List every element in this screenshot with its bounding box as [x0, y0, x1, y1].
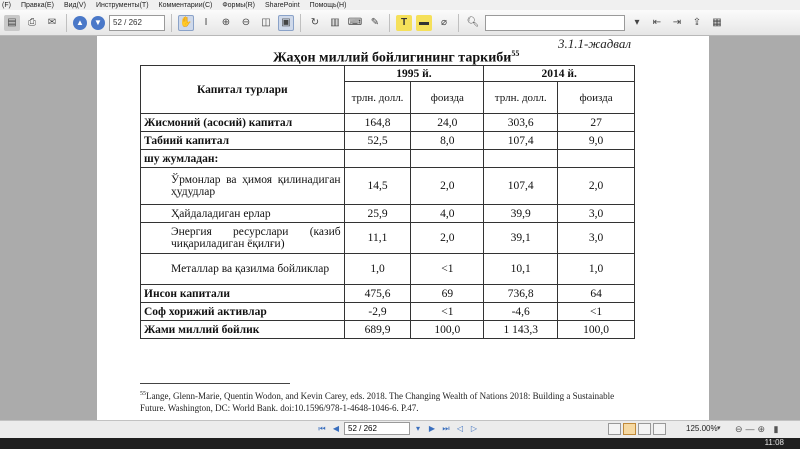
footnote-marker: 55 — [140, 391, 146, 397]
cell-trln-2014: 736,8 — [484, 285, 558, 303]
find-options-icon[interactable]: ▾ — [634, 17, 640, 28]
toolbar-divider — [300, 14, 301, 32]
column-header-trln-2014: трлн. долл. — [484, 82, 558, 114]
toolbar-divider — [389, 14, 390, 32]
table-row — [141, 303, 635, 321]
cell-pct-2014: 27 — [558, 114, 635, 132]
first-page-icon[interactable]: ⏮ — [318, 423, 326, 433]
table-reference: 3.1.1-жадвал — [557, 36, 631, 51]
settings-icon[interactable]: ▦ — [712, 17, 722, 28]
taskbar — [0, 438, 800, 449]
cell-pct-1995: 24,0 — [411, 114, 484, 132]
cell-pct-2014: 3,0 — [558, 223, 635, 254]
footnote-text: Lange, Glenn-Marie, Quentin Wodon, and Kevin Carey, eds. 2018. The Changing Wealth of Nations 2018: Building a Sustainable Future. Washington, DC: World Bank. doi:10.1596/978-1-4648-1046-6. P.47. — [140, 391, 615, 413]
open-icon[interactable]: ▤ — [4, 15, 20, 31]
table-row — [141, 285, 635, 303]
cell-trln-1995: 25,9 — [344, 205, 411, 223]
column-header-1995: 1995 й. — [344, 66, 484, 82]
hand-tool-icon[interactable]: ✋ — [178, 15, 194, 31]
row-label: Жами миллий бойлик — [141, 321, 345, 339]
cell-pct-1995: 8,0 — [411, 132, 484, 150]
cell-pct-1995 — [411, 150, 484, 168]
cell-trln-1995: 14,5 — [344, 168, 411, 205]
zoom-in-icon[interactable]: ⊕ — [221, 17, 231, 28]
page-dropdown-icon[interactable]: ▾ — [415, 424, 420, 433]
page-navigation — [316, 422, 480, 435]
row-label: Соф хорижий активлар — [141, 303, 345, 321]
cell-pct-2014: <1 — [558, 303, 635, 321]
prev-page-icon[interactable]: ◀ — [332, 424, 340, 433]
cell-trln-1995: 689,9 — [344, 321, 411, 339]
cell-pct-1995: <1 — [411, 254, 484, 285]
cell-pct-1995: 4,0 — [411, 205, 484, 223]
menu-tools[interactable]: Инструменты(T) — [95, 1, 149, 9]
cell-trln-1995: 11,1 — [344, 223, 411, 254]
cell-trln-2014: 10,1 — [484, 254, 558, 285]
cell-trln-2014: 1 143,3 — [484, 321, 558, 339]
cell-pct-2014 — [558, 150, 635, 168]
cell-trln-2014: 39,9 — [484, 205, 558, 223]
table-row — [141, 132, 635, 150]
toolbar-divider — [66, 14, 67, 32]
menu-comments[interactable]: Комментарии(C) — [158, 1, 213, 9]
rotate-icon[interactable]: ↻ — [310, 17, 320, 28]
column-header-pct-1995: фоизда — [411, 82, 484, 114]
row-label: шу жумладан: — [141, 150, 345, 168]
highlight-icon[interactable]: ✎ — [370, 17, 380, 28]
next-page-bottom-icon[interactable]: ▶ — [428, 424, 436, 433]
toolbar — [0, 10, 800, 36]
table-row — [141, 205, 635, 223]
column-header-trln-1995: трлн. долл. — [344, 82, 411, 114]
snapshot-icon[interactable]: ◫ — [261, 17, 271, 28]
cell-pct-1995: <1 — [411, 303, 484, 321]
row-label: Инсон капитали — [141, 285, 345, 303]
table-row — [141, 114, 635, 132]
page-number-input[interactable]: 52 / 262 — [109, 15, 165, 31]
page-title — [273, 49, 519, 67]
table-row — [141, 223, 635, 254]
cell-pct-1995: 100,0 — [411, 321, 484, 339]
cell-pct-2014: 64 — [558, 285, 635, 303]
row-label: Ўрмонлар ва ҳимоя қилинадиган ҳудудлар — [141, 168, 345, 205]
cell-pct-2014: 2,0 — [558, 168, 635, 205]
find-icon[interactable]: 🔍︎ — [466, 17, 480, 28]
status-bar — [0, 420, 800, 438]
continuous-view-icon[interactable] — [623, 423, 636, 435]
cell-trln-1995: 164,8 — [344, 114, 411, 132]
footnote — [140, 388, 620, 414]
back-view-icon[interactable]: ◁ — [456, 424, 464, 433]
last-page-icon[interactable]: ⏭ — [442, 423, 450, 433]
cell-trln-1995: 52,5 — [344, 132, 411, 150]
cell-pct-1995: 69 — [411, 285, 484, 303]
view-mode-group — [608, 423, 666, 435]
typewriter-icon[interactable]: ⌨ — [347, 17, 363, 28]
previous-page-icon[interactable]: ▲ — [73, 16, 87, 30]
single-page-view-icon[interactable] — [608, 423, 621, 435]
zoom-out-icon[interactable]: ⊖ — [241, 17, 251, 28]
search-input[interactable] — [485, 15, 625, 31]
toolbar-divider — [458, 14, 459, 32]
cell-trln-2014: 303,6 — [484, 114, 558, 132]
column-header-capital-types: Капитал турлари — [141, 66, 345, 114]
row-label: Ҳайдаладиган ерлар — [141, 205, 345, 223]
table-header-row — [141, 66, 635, 82]
zoom-out-button-icon[interactable]: ⊖ — [735, 424, 743, 434]
footnote-divider — [140, 383, 290, 384]
cell-pct-2014: 9,0 — [558, 132, 635, 150]
cell-trln-2014: 39,1 — [484, 223, 558, 254]
cell-trln-1995: 475,6 — [344, 285, 411, 303]
table-row — [141, 150, 635, 168]
facing-view-icon[interactable] — [638, 423, 651, 435]
read-mode-icon[interactable]: ▥ — [330, 17, 340, 28]
cell-pct-1995: 2,0 — [411, 223, 484, 254]
note-icon[interactable]: T — [396, 15, 412, 31]
menu-sharepoint[interactable]: SharePoint — [265, 1, 300, 9]
continuous-facing-view-icon[interactable] — [653, 423, 666, 435]
toolbar-divider — [171, 14, 172, 32]
cell-trln-2014: 107,4 — [484, 168, 558, 205]
share-icon[interactable]: ⇪ — [692, 17, 702, 28]
row-label: Металлар ва қазилма бойликлар — [141, 254, 345, 285]
menu-forms[interactable]: Формы(R) — [222, 1, 256, 9]
row-label: Жисмоний (асосий) капитал — [141, 114, 345, 132]
row-label: Табиий капитал — [141, 132, 345, 150]
title-footnote-marker: 55 — [511, 49, 520, 58]
zoom-slider-icon[interactable]: — — [745, 424, 755, 434]
zoom-buttons — [735, 424, 765, 435]
attachment-icon[interactable]: ⌀ — [440, 17, 448, 28]
menu-edit[interactable]: Правка(E) — [20, 1, 54, 9]
table-row — [141, 321, 635, 339]
title-text: Жаҳон миллий бойлигининг таркиби — [273, 50, 512, 66]
clock: 11:08 — [764, 438, 784, 447]
menu-help[interactable]: Помощь(H) — [309, 1, 347, 9]
column-header-pct-2014: фоизда — [558, 82, 635, 114]
email-icon[interactable]: ✉ — [47, 17, 57, 28]
column-header-2014: 2014 й. — [484, 66, 635, 82]
zoom-dropdown-icon[interactable]: ▾ — [717, 425, 721, 432]
cell-trln-1995 — [344, 150, 411, 168]
cell-trln-1995: -2,9 — [344, 303, 411, 321]
wealth-table — [140, 65, 635, 339]
cell-pct-1995: 2,0 — [411, 168, 484, 205]
forward-view-icon[interactable]: ▷ — [470, 424, 478, 433]
menu-file[interactable]: (F) — [2, 1, 11, 9]
print-icon[interactable]: ⎙ — [28, 17, 36, 28]
status-page-input[interactable]: 52 / 262 — [344, 422, 410, 435]
select-tool-icon[interactable]: I — [204, 17, 208, 28]
scrollbar-thumb[interactable]: ▮ — [773, 423, 779, 434]
zoom-in-button-icon[interactable]: ⊕ — [757, 424, 766, 434]
cell-trln-2014: -4,6 — [484, 303, 558, 321]
menu-bar — [0, 0, 800, 10]
cell-pct-2014: 100,0 — [558, 321, 635, 339]
next-page-icon[interactable]: ▼ — [91, 16, 105, 30]
find-next-icon[interactable]: ⇥ — [672, 17, 682, 28]
fit-page-icon[interactable]: ▣ — [278, 15, 294, 31]
cell-trln-2014: 107,4 — [484, 132, 558, 150]
row-label: Энергия ресурслари (казиб чиқариладиган ёқилғи) — [141, 223, 345, 254]
table-row — [141, 168, 635, 205]
cell-trln-1995: 1,0 — [344, 254, 411, 285]
cell-pct-2014: 3,0 — [558, 205, 635, 223]
sticky-note-icon[interactable]: ▬ — [416, 15, 432, 31]
cell-pct-2014: 1,0 — [558, 254, 635, 285]
table-row — [141, 254, 635, 285]
document-page — [97, 36, 709, 420]
menu-view[interactable]: Вид(V) — [63, 1, 86, 9]
cell-trln-2014 — [484, 150, 558, 168]
zoom-level[interactable]: 125.00% — [686, 424, 718, 433]
find-previous-icon[interactable]: ⇤ — [652, 17, 662, 28]
